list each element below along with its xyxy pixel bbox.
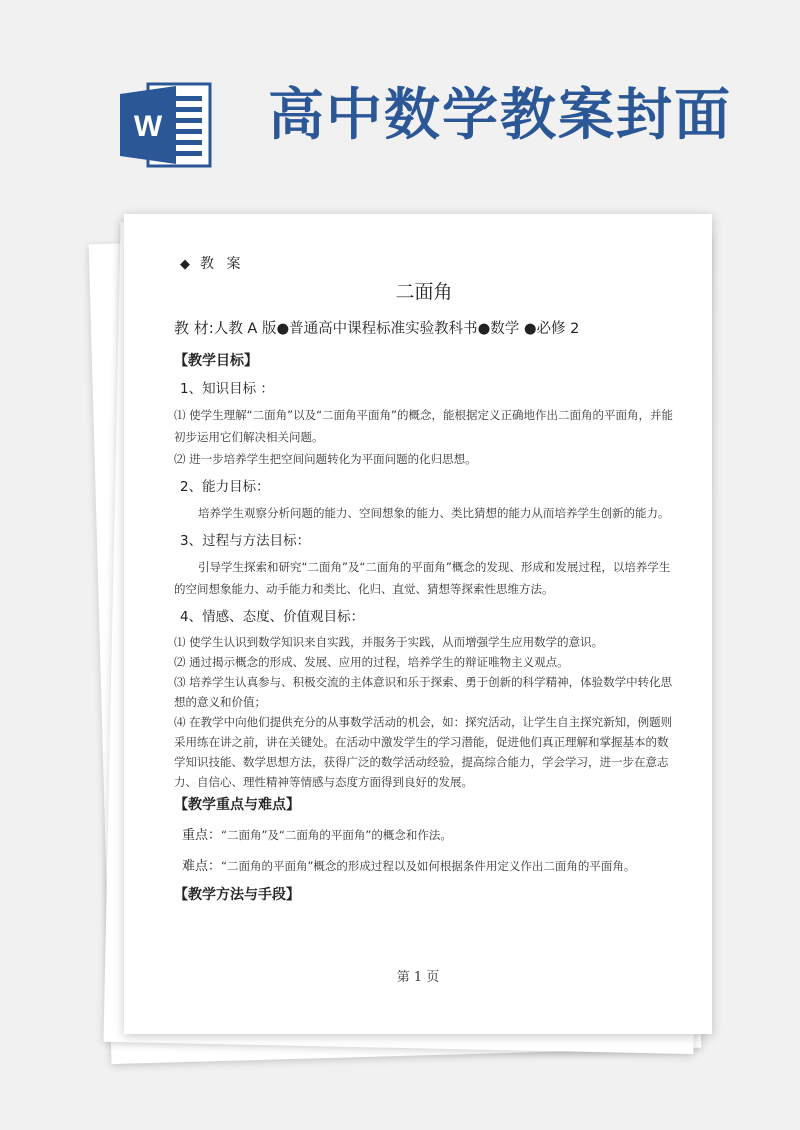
document-kicker <box>180 254 674 275</box>
subheading-emotion: 4、情感、态度、价值观目标： <box>180 609 365 625</box>
subheading-knowledge: 1、知识目标 ： <box>180 381 274 397</box>
section-heading-methods: 【教学方法与手段】 <box>174 887 300 903</box>
material-value: 人教 A 版●普通高中课程标准实验教科书●数学 ●必修 2 <box>213 321 580 337</box>
paragraph-emotion-1: ⑴ 使学生认识到数学知识来自实践，并服务于实践，从而增强学生应用数学的意识。 <box>174 635 604 649</box>
focus-label: 重点： <box>182 828 222 843</box>
word-icon-letter: W <box>133 110 163 143</box>
document-page <box>124 214 712 1034</box>
material-label: 教 材: <box>174 319 214 337</box>
section-heading-objectives: 【教学目标】 <box>174 353 258 369</box>
difficulty-label: 难点： <box>182 859 222 874</box>
material-line <box>174 317 674 340</box>
paragraph-emotion-3: ⑶ 培养学生认真参与、积极交流的主体意识和乐于探索、勇于创新的科学精神，体验数学中转化思想的意义和价值； <box>174 675 673 709</box>
paragraph-knowledge-1: ⑴ 使学生理解“二面角”以及“二面角平面角”的概念，能根据定义正确地作出二面角的平面角，并能初步运用它们解决相关问题。 <box>174 408 673 444</box>
banner-header <box>0 0 800 200</box>
paragraph-emotion-4: ⑷ 在教学中向他们提供充分的从事数学活动的机会，如：探究活动，让学生自主探究新知，例题则采用练在讲之前，讲在关键处。在活动中激发学生的学习潜能，促进他们真正理解和掌握基本的数学知识技能、数学思想方法，获得广泛的数学活动经验，提高综合能力，学会学习，进一步在意志力、自信心、理性精神等情感与态度方面得到良好的发展。 <box>174 715 673 789</box>
subheading-process: 3、过程与方法目标： <box>180 533 311 549</box>
difficulty-text: “二面角的平面角”概念的形成过程以及如何根据条件用定义作出二面角的平面角。 <box>221 859 636 873</box>
subheading-ability: 2、能力目标： <box>180 479 270 495</box>
difficulty-line <box>182 855 674 878</box>
section-heading-key-points: 【教学重点与难点】 <box>174 797 300 813</box>
banner-title: 高中数学教案封面 <box>268 82 732 148</box>
focus-line <box>182 824 674 847</box>
kicker-text: 教 案 <box>200 256 245 272</box>
focus-text: “二面角”及“二面角的平面角”的概念和作法。 <box>221 828 452 842</box>
paragraph-ability: 培养学生观察分析问题的能力、空间想象的能力、类比猜想的能力从而培养学生创新的能力。 <box>198 506 670 520</box>
paragraph-knowledge-2: ⑵ 进一步培养学生把空间问题转化为平面问题的化归思想。 <box>174 452 477 466</box>
document-content <box>174 254 674 910</box>
page-number: 第 1 页 <box>396 970 440 985</box>
diamond-bullet-icon: ◆ <box>180 257 194 272</box>
document-title: 二面角 <box>395 281 453 303</box>
word-document-icon <box>118 80 218 170</box>
paragraph-emotion-2: ⑵ 通过揭示概念的形成、发展、应用的过程，培养学生的辩证唯物主义观点。 <box>174 655 569 669</box>
paragraph-process: 引导学生探索和研究“二面角”及“二面角的平面角”概念的发现、形成和发展过程，以培养学生的空间想象能力、动手能力和类比、化归、直觉、猜想等探索性思维方法。 <box>174 560 671 596</box>
